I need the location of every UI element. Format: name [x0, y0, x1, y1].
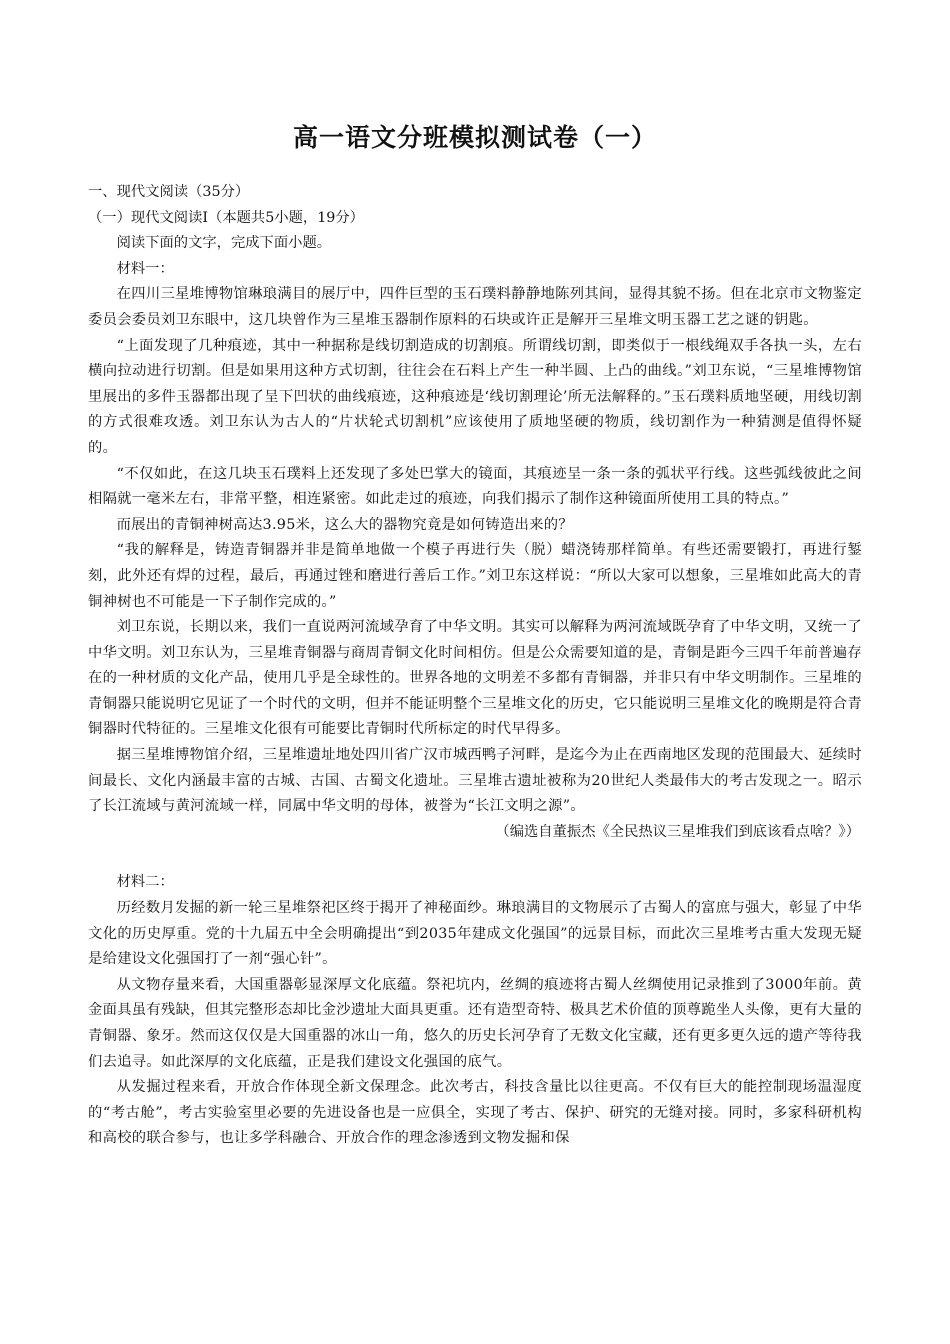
material1-paragraph-6: 刘卫东说，长期以来，我们一直说两河流域孕育了中华文明。其实可以解释为两河流域既孕育了中华文明，又统一了中华文明。刘卫东认为，三星堆青铜器与商周青铜文化时间相仿。但是公众需要知道的是，青铜是距今三四千年前普遍存在的一种材质的文化产品，使用几乎是全球性的。世界各地的文明差不多都有青铜器，并非只有中华文明制作。三星堆的青铜器只能说明它见证了一个时代的文明，但并不能证明整个三星堆文化的历史，它只能说明三星堆文化的晚期是符合青铜器时代特征的。三星堆文化很有可能要比青铜时代所标定的时代早得多。: [88, 619, 862, 738]
material2-paragraph-3: 从发掘过程来看，开放合作体现全新文保理念。此次考古，科技含量比以往更高。不仅有巨大的能控制现场温湿度的“考古舱”，考古实验室里必要的先进设备也是一应俱全，实现了考古、保护、研究的无缝对接。同时，多家科研机构和高校的联合参与，也让多学科融合、开放合作的理念渗透到文物发掘和保: [88, 1079, 862, 1147]
material1-paragraph-7: 据三星堆博物馆介绍，三星堆遗址地处四川省广汉市城西鸭子河畔，是迄今为止在西南地区发现的范围最大、延续时间最长、文化内涵最丰富的古城、古国、古蜀文化遗址。三星堆古遗址被称为20世纪人类最伟大的考古发现之一。昭示了长江流域与黄河流域一样，同属中华文明的母体，被誉为“长江文明之源”。: [88, 747, 862, 815]
section-heading: 一、现代文阅读（35分）: [88, 184, 250, 200]
material1-paragraph-4: 而展出的青铜神树高达3.95米，这么大的器物究竟是如何铸造出来的？: [116, 516, 573, 533]
material2-label: 材料二：: [116, 874, 174, 891]
subsection-heading: （一）现代文阅读Ⅰ（本题共5小题，19分）: [88, 209, 364, 226]
material2-paragraph-2: 从文物存量来看，大国重器彰显深厚文化底蕴。祭祀坑内，丝绸的痕迹将古蜀人丝绸使用记录推到了3000年前。黄金面具虽有残缺，但其完整形态却比金沙遗址大面具更重。还有造型奇特、极具艺术价值的顶尊跪坐人头像，更有大量的青铜器、象牙。然而这仅仅是大国重器的冰山一角，悠久的历史长河孕育了无数文化宝藏，还有更多更久远的遗产等待我们去追寻。如此深厚的文化底蕴，正是我们建设文化强国的底气。: [88, 976, 862, 1070]
instruction-text: 阅读下面的文字，完成下面小题。: [116, 235, 332, 252]
material2-paragraph-1: 历经数月发掘的新一轮三星堆祭祀区终于揭开了神秘面纱。琳琅满目的文物展示了古蜀人的富庶与强大，彰显了中华文化的历史厚重。党的十九届五中全会明确提出“到2035年建成文化强国”的远景目标，而此次三星堆考古重大发现无疑是给建设文化强国打了一剂“强心针”。: [88, 900, 862, 968]
page-title: 高一语文分班模拟测试卷（一）: [292, 123, 657, 152]
document-body: [88, 180, 862, 1152]
material1-paragraph-2: “上面发现了几种痕迹，其中一种据称是线切割造成的切割痕。所谓线切割，即类似于一根线绳双手各执一头，左右横向拉动进行切割。但是如果用这种方式切割，往往会在石料上产生一种半圆、上凸的曲线。”刘卫东说，“三星堆博物馆里展出的多件玉器都出现了呈下凹状的曲线痕迹，这种痕迹是‘线切割理论’所无法解释的。”玉石璞料质地坚硬，用线切割的方式很难攻透。刘卫东认为古人的“片状轮式切割机”应该使用了质地坚硬的物质，线切割作为一种猜测是值得怀疑的。: [88, 337, 862, 456]
material1-label: 材料一：: [116, 260, 174, 277]
material1-paragraph-1: 在四川三星堆博物馆琳琅满目的展厅中，四件巨型的玉石璞料静静地陈列其间，显得其貌不扬。但在北京市文物鉴定委员会委员刘卫东眼中，这几块曾作为三星堆玉器制作原料的石块或许正是解开三星堆文明玉器工艺之谜的钥匙。: [88, 286, 862, 328]
spacer: [88, 845, 862, 870]
material1-paragraph-3: “不仅如此，在这几块玉石璞料上还发现了多处巴掌大的镜面，其痕迹呈一条一条的弧状平行线。这些弧线彼此之间相隔就一毫米左右，非常平整，相连紧密。如此走过的痕迹，向我们揭示了制作这种镜面所使用工具的特点。”: [88, 465, 862, 508]
material1-source: （编选自董振杰《全民热议三星堆我们到底该看点啥？》）: [495, 823, 860, 840]
material1-paragraph-5: “我的解释是，铸造青铜器并非是简单地做一个模子再进行失（脱）蜡浇铸那样简单。有些还需要锻打，再进行錾刻，此外还有焊的过程，最后，再通过锉和磨进行善后工作。”刘卫东这样说：“所以大家可以想象，三星堆如此高大的青铜神树也不可能是一下子制作完成的。”: [88, 542, 862, 610]
